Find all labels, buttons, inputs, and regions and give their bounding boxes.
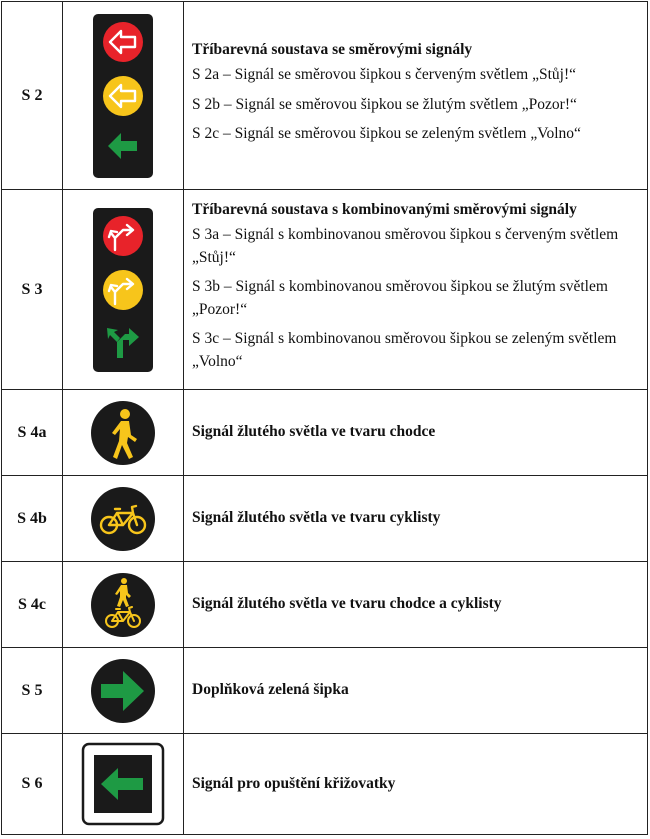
yellow-bicycle-icon xyxy=(89,485,157,553)
green-arrow-left-square-icon xyxy=(81,742,165,826)
description-line: S 3a – Signál s kombinovanou směrovou šipkou s červeným světlem „Stůj!“ xyxy=(192,226,619,266)
description-title: Tříbarevná soustava se směrovými signály xyxy=(192,40,473,58)
signal-description: Signál žlutého světla ve tvaru chodce a cyklisty xyxy=(184,562,648,648)
traffic-light-combined-arrow-icon xyxy=(91,206,155,374)
signal-image-cell xyxy=(63,734,184,835)
green-arrow-right-icon xyxy=(89,657,157,725)
description-line: S 2b – Signál se směrovou šipkou se žlutým světlem „Pozor!“ xyxy=(192,95,577,113)
table-row xyxy=(2,734,648,835)
yellow-pedestrian-and-bicycle-icon xyxy=(89,571,157,639)
traffic-light-arrow-icon xyxy=(91,12,155,180)
table-row xyxy=(2,190,648,390)
description-line: S 3c – Signál s kombinovanou směrovou šipkou se zeleným světlem „Volno“ xyxy=(192,330,617,370)
signal-code: S 4c xyxy=(2,562,63,648)
signal-description: Doplňková zelená šipka xyxy=(184,648,648,734)
signal-code: S 3 xyxy=(2,190,63,390)
signal-description: Signál pro opuštění křižovatky xyxy=(184,734,648,835)
signal-code: S 4b xyxy=(2,476,63,562)
signal-code: S 2 xyxy=(2,2,63,190)
signal-image-cell xyxy=(63,190,184,390)
table-row xyxy=(2,648,648,734)
signal-image-cell xyxy=(63,648,184,734)
signal-image-cell xyxy=(63,476,184,562)
signal-code: S 4a xyxy=(2,390,63,476)
table-row xyxy=(2,476,648,562)
description-title: Tříbarevná soustava s kombinovanými směrovými signály xyxy=(192,200,577,218)
table-row xyxy=(2,562,648,648)
table-row xyxy=(2,390,648,476)
table-row xyxy=(2,2,648,190)
signal-description: Signál žlutého světla ve tvaru cyklisty xyxy=(184,476,648,562)
signal-image-cell xyxy=(63,562,184,648)
signal-image-cell xyxy=(63,2,184,190)
yellow-pedestrian-icon xyxy=(89,399,157,467)
signal-code: S 6 xyxy=(2,734,63,835)
signal-description xyxy=(184,2,648,190)
signal-image-cell xyxy=(63,390,184,476)
description-line: S 3b – Signál s kombinovanou směrovou šipkou se žlutým světlem „Pozor!“ xyxy=(192,278,608,318)
signal-description: Signál žlutého světla ve tvaru chodce xyxy=(184,390,648,476)
description-line: S 2c – Signál se směrovou šipkou se zeleným světlem „Volno“ xyxy=(192,124,581,142)
signal-code: S 5 xyxy=(2,648,63,734)
signal-description xyxy=(184,190,648,390)
description-line: S 2a – Signál se směrovou šipkou s červeným světlem „Stůj!“ xyxy=(192,66,576,84)
signal-table xyxy=(1,1,648,835)
